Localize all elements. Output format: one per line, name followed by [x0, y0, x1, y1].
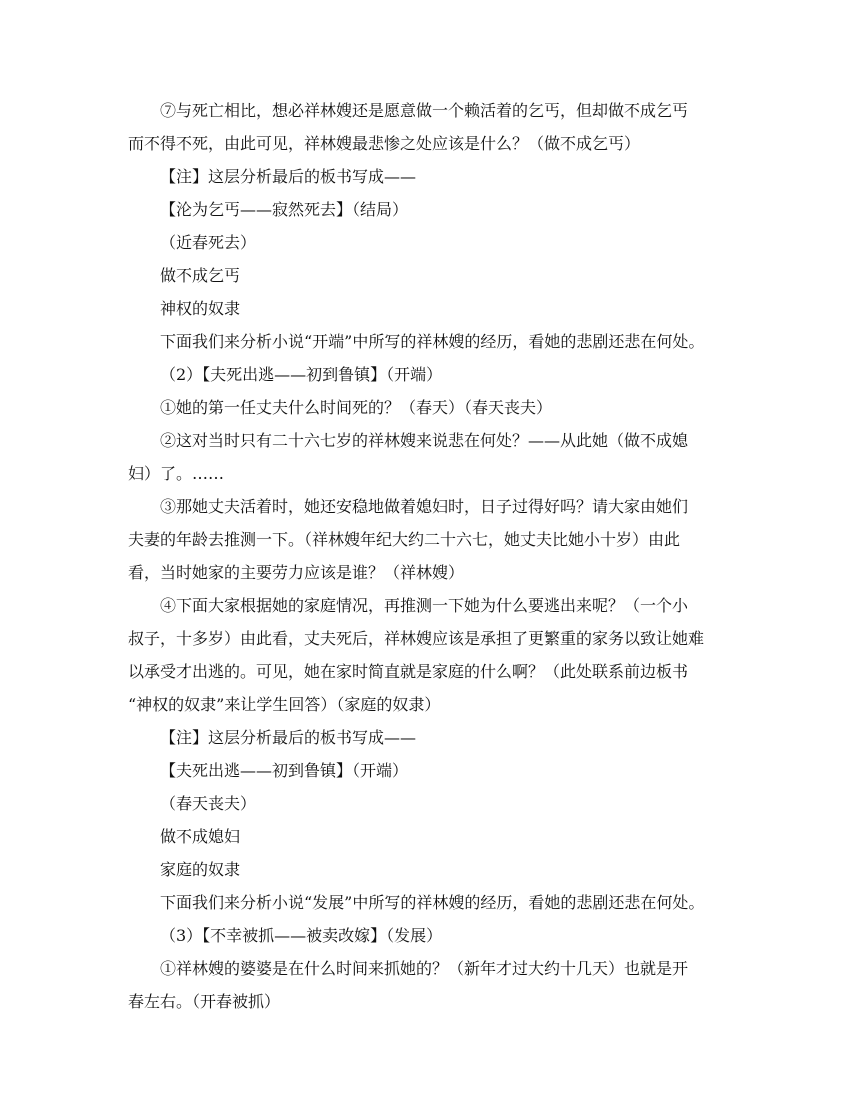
paragraph-line: （3）【不幸被抓——被卖改嫁】（发展） [160, 926, 443, 945]
paragraph-line: 下面我们来分析小说“发展”中所写的祥林嫂的经历，看她的悲剧还悲在何处。 [160, 893, 705, 912]
paragraph-line: 做不成媳妇 [160, 827, 241, 846]
paragraph-line: 做不成乞丐 [160, 266, 241, 285]
paragraph-line: 以承受才出逃的。可见，她在家时简直就是家庭的什么啊？（此处联系前边板书 [128, 662, 689, 681]
paragraph-line: ④下面大家根据她的家庭情况，再推测一下她为什么要逃出来呢？（一个小 [160, 596, 689, 615]
paragraph-line: ①她的第一任丈夫什么时间死的？（春天）（春天丧夫） [160, 398, 553, 417]
paragraph-line: 【注】这层分析最后的板书写成—— [160, 167, 417, 186]
paragraph-line: 妇）了。…… [128, 464, 225, 483]
paragraph-line: 而不得不死，由此可见，祥林嫂最悲惨之处应该是什么？（做不成乞丐） [128, 134, 641, 153]
paragraph-line: 【夫死出逃——初到鲁镇】（开端） [160, 761, 409, 780]
paragraph-line: 夫妻的年龄去推测一下。（祥林嫂年纪大约二十六七，她丈夫比她小十岁）由此 [128, 530, 681, 549]
paragraph-line: （2）【夫死出逃——初到鲁镇】（开端） [160, 365, 443, 384]
paragraph-line: （春天丧夫） [160, 794, 257, 813]
paragraph-line: （近春死去） [160, 233, 257, 252]
paragraph-line: ②这对当时只有二十六七岁的祥林嫂来说悲在何处？——从此她（做不成媳 [160, 431, 689, 450]
paragraph-line: 【注】这层分析最后的板书写成—— [160, 728, 417, 747]
paragraph-line: 叔子，十多岁）由此看，丈夫死后，祥林嫂应该是承担了更繁重的家务以致让她难 [128, 629, 705, 648]
paragraph-line: ③那她丈夫活着时，她还安稳地做着媳妇时，日子过得好吗？请大家由她们 [160, 497, 689, 516]
paragraph-line: ①祥林嫂的婆婆是在什么时间来抓她的？（新年才过大约十几天）也就是开 [160, 959, 689, 978]
paragraph-line: 【沦为乞丐——寂然死去】（结局） [160, 200, 409, 219]
paragraph-line: 神权的奴隶 [160, 299, 241, 318]
paragraph-line: 家庭的奴隶 [160, 860, 241, 879]
paragraph-line: 下面我们来分析小说“开端”中所写的祥林嫂的经历，看她的悲剧还悲在何处。 [160, 332, 705, 351]
paragraph-line: “神权的奴隶”来让学生回答）（家庭的奴隶） [128, 695, 441, 714]
paragraph-line: 春左右。（开春被抓） [128, 992, 281, 1011]
paragraph-line: ⑦与死亡相比，想必祥林嫂还是愿意做一个赖活着的乞丐，但却做不成乞丐 [160, 101, 689, 120]
paragraph-line: 看，当时她家的主要劳力应该是谁？（祥林嫂） [128, 563, 465, 582]
